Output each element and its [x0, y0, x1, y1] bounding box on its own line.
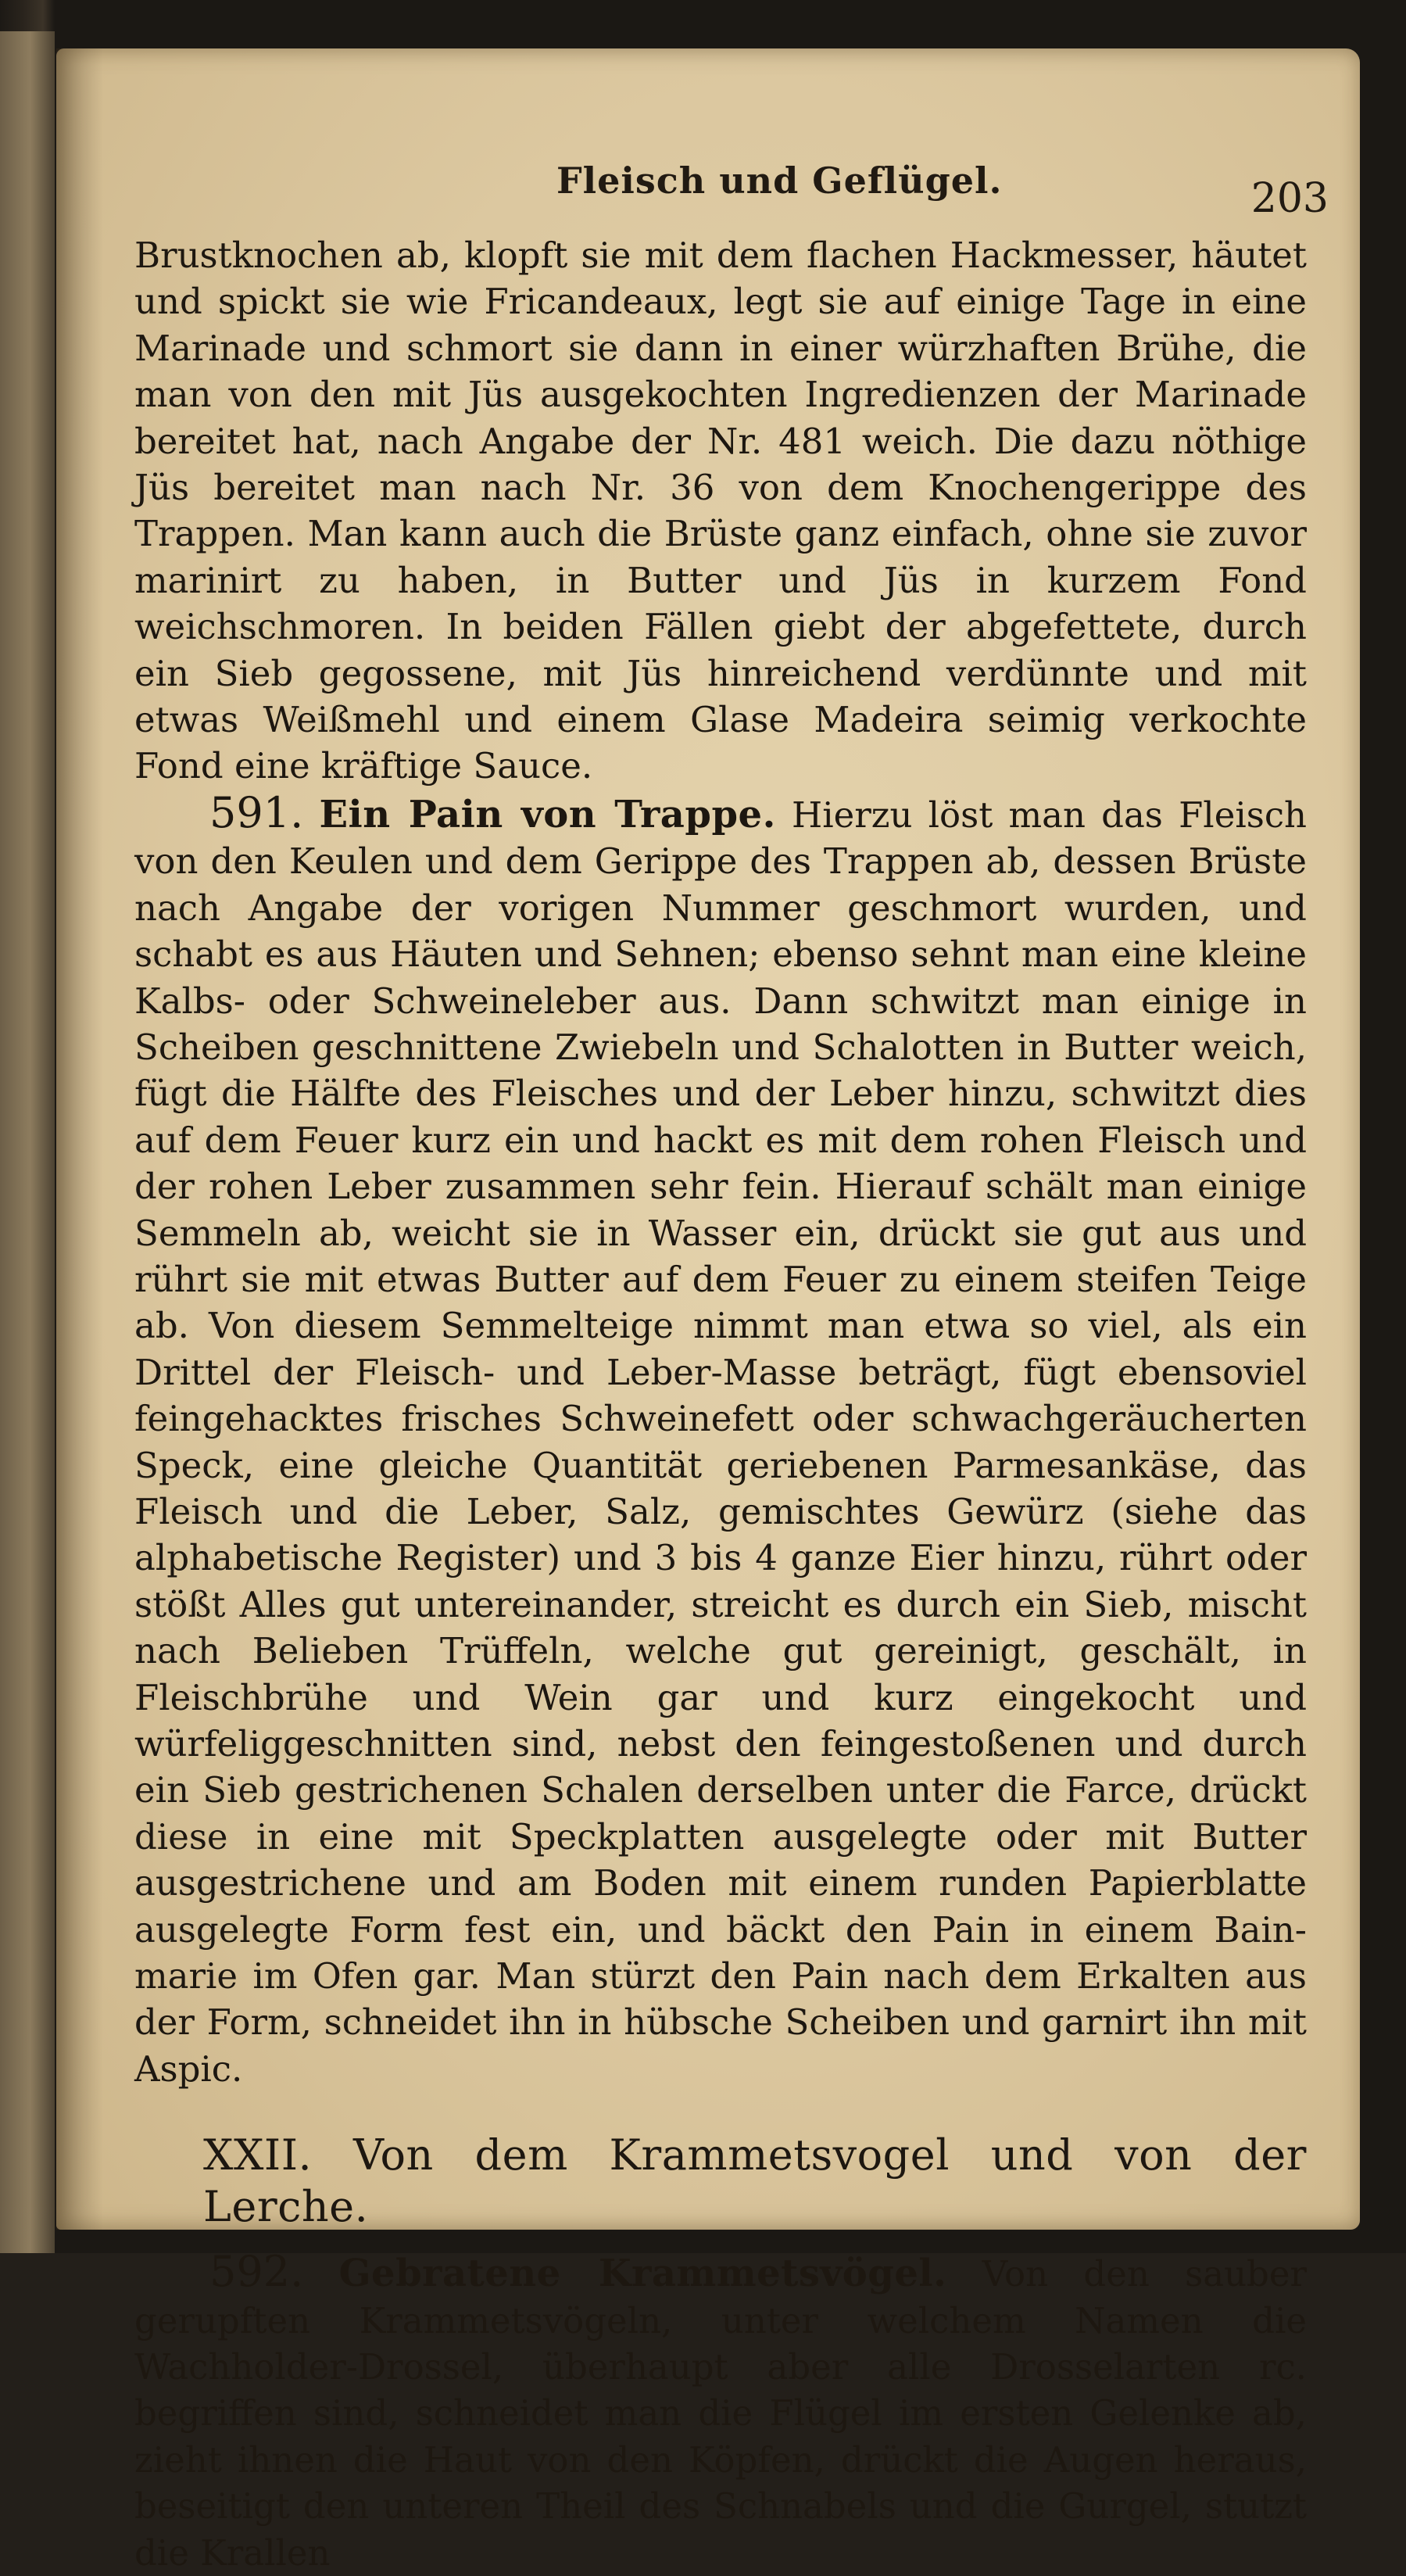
continued-paragraph: Brustknochen ab, klopft sie mit dem flachen Hackmesser, häutet und spickt sie wie Fricandeaux, legt sie auf einige Tage in eine Marinade und schmort sie dann in einer würzhaften Brühe, die man von den mit Jüs ausgekochten Ingredienzen der Marinade bereitet hat, nach Angabe der Nr. 481 weich. Die dazu nöthige Jüs bereitet man nach Nr. 36 von dem Knochengerippe des Trappen. Man kann auch die Brüste ganz einfach, ohne sie zuvor marinirt zu haben, in Butter und Jüs in kurzem Fond weichschmoren. In beiden Fällen giebt der abgefettete, durch ein Sieb gegossene, mit Jüs hinreichend verdünnte und mit etwas Weißmehl und einem Glase Madeira seimig verkochte Fond eine kräftige Sauce. [134, 235, 1307, 787]
recipe-number: 591. [209, 787, 304, 837]
chapter-heading: XXII. Von dem Krammetsvogel und von der Lerche. [203, 2130, 1307, 2232]
page-body [134, 232, 1307, 2576]
recipe-text: Hierzu löst man das Fleisch von den Keulen und dem Gerippe des Trappen ab, dessen Brüste nach Angabe der vorigen Nummer geschmort wurden, und schabt es aus Häuten und Sehnen; ebenso sehnt man eine kleine Kalbs- oder Schweineleber aus. Dann schwitzt man einige in Scheiben geschnittene Zwiebeln und Schalotten in Butter weich, fügt die Hälfte des Fleisches und der Leber hinzu, schwitzt dies auf dem Feuer kurz ein und hackt es mit dem rohen Fleisch und der rohen Leber zusammen sehr fein. Hierauf schält man einige Semmeln ab, weicht sie in Wasser ein, drückt sie gut aus und rührt sie mit etwas Butter auf dem Feuer zu einem steifen Teige ab. Von diesem Semmelteige nimmt man etwa so viel, als ein Drittel der Fleisch- und Leber-Masse beträgt, fügt ebensoviel feingehacktes frisches Schweinefett oder schwachgeräucherten Speck, eine gleiche Quantität geriebenen Parmesankäse, das Fleisch und die Leber, Salz, gemischtes Gewürz (siehe das alphabetische Register) und 3 bis 4 ganze Eier hinzu, rührt oder stößt Alles gut untereinander, streicht es durch ein Sieb, mischt nach Belieben Trüffeln, welche gut gereinigt, geschält, in Fleischbrühe und Wein gar und kurz eingekocht und würfeliggeschnitten sind, nebst den feingestoßenen und durch ein Sieb gestrichenen Schalen derselben unter die Farce, drückt diese in eine mit Speckplatten ausgelegte oder mit Butter ausgestrichene und am Boden mit einem runden Papierblatte ausgelegte Form fest ein, und bäckt den Pain in einem Bain-marie im Ofen gar. Man stürzt den Pain nach dem Erkalten aus der Form, schneidet ihn in hübsche Scheiben und garnirt ihn mit Aspic. [134, 794, 1307, 2090]
spine-shadow [56, 48, 103, 2230]
page-number: 203 [1250, 175, 1329, 222]
recipe-591 [134, 787, 1307, 2092]
recipe-title: Gebratene Krammetsvögel. [338, 2252, 947, 2296]
running-head: Fleisch und Geflügel. [556, 159, 1003, 202]
recipe-number: 592. [209, 2247, 304, 2297]
recipe-592 [134, 2248, 1307, 2576]
page-header [56, 111, 1360, 222]
recipe-text: Von den sauber gerupften Krammetsvögeln, unter welchem Namen die Wachholder-Drossel, überhaupt aber alle Drosselarten rc. begriffen sind, schneidet man die Flügel im ersten Gelenke ab, zieht ihnen die Haut von den Köpfen, drückt die Augen heraus, beseitigt den unteren Theil des Schnabels und die Gurgel, stutzt die Krallen [134, 2253, 1307, 2574]
recipe-title: Ein Pain von Trappe. [319, 792, 776, 837]
facing-page-edge [0, 31, 55, 2253]
book-page [56, 48, 1360, 2574]
